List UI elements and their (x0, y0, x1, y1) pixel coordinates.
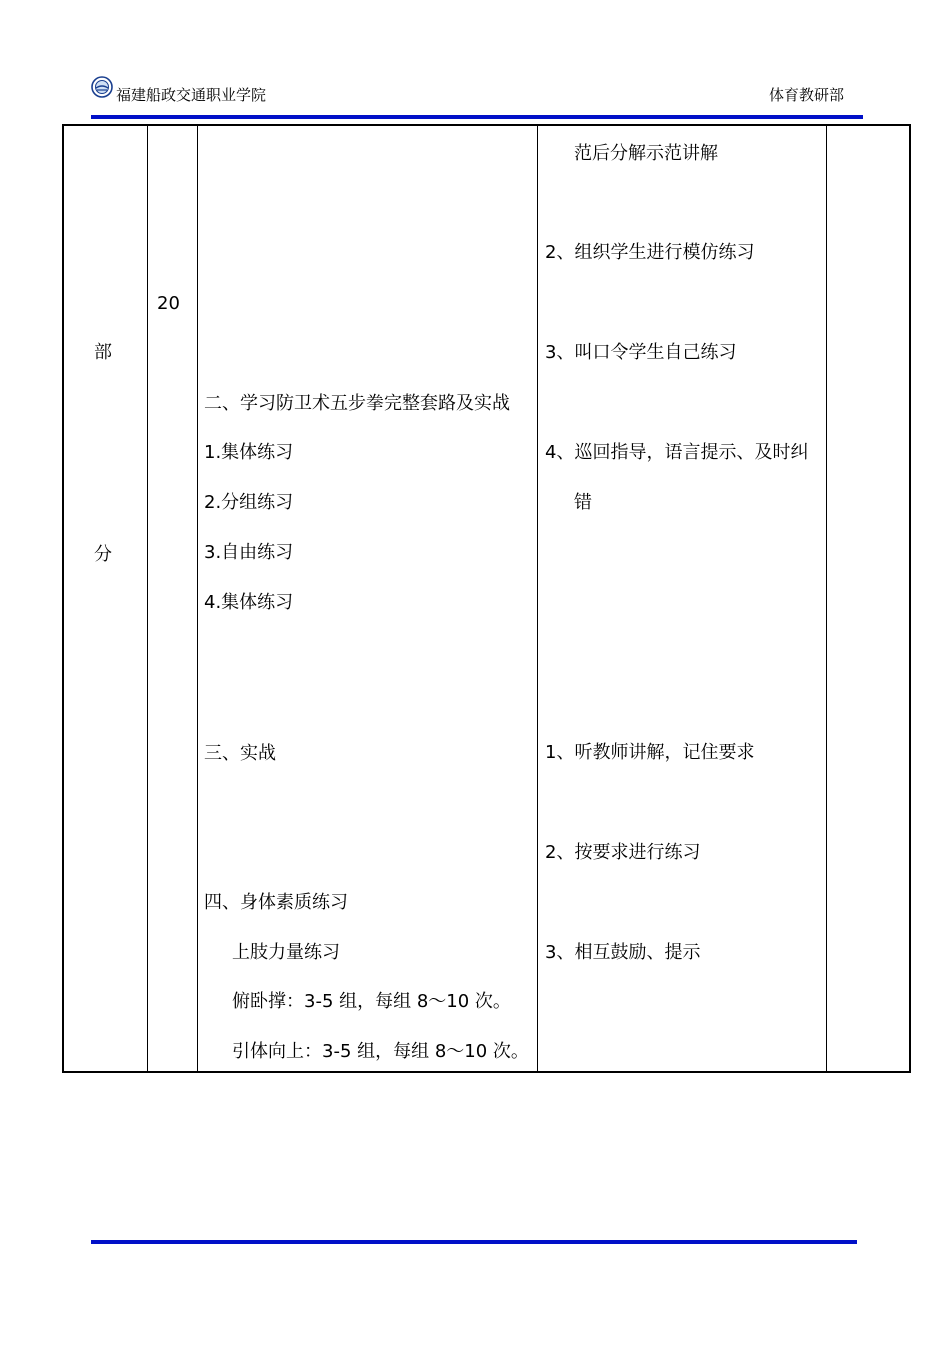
content-heading: 三、实战 (204, 743, 276, 764)
part-label-char: 部 (94, 342, 112, 363)
content-heading: 四、身体素质练习 (204, 892, 348, 913)
school-emblem-icon (91, 76, 113, 98)
content-item: 引体向上：3-5 组，每组 8～10 次。 (232, 1041, 529, 1062)
method-item: 1、听教师讲解，记住要求 (545, 742, 755, 763)
department-name: 体育教研部 (768, 86, 844, 104)
column-divider (537, 126, 538, 1071)
method-item: 2、按要求进行练习 (545, 842, 701, 863)
column-divider (147, 126, 148, 1071)
column-divider (826, 126, 827, 1071)
header-rule (91, 115, 863, 119)
content-item: 1.集体练习 (204, 442, 294, 463)
content-item: 上肢力量练习 (232, 942, 340, 963)
method-item: 2、组织学生进行模仿练习 (545, 242, 755, 263)
lesson-plan-table (62, 124, 911, 1073)
method-item: 3、相互鼓励、提示 (545, 942, 701, 963)
method-item: 4、巡回指导，语言提示、及时纠 (545, 442, 809, 463)
content-heading: 二、学习防卫术五步拳完整套路及实战 (204, 393, 510, 414)
method-item: 3、叫口令学生自己练习 (545, 342, 737, 363)
footer-rule (91, 1240, 857, 1244)
content-item: 2.分组练习 (204, 492, 294, 513)
column-divider (197, 126, 198, 1071)
content-item: 4.集体练习 (204, 592, 294, 613)
part-label-char: 分 (94, 544, 112, 565)
content-item: 3.自由练习 (204, 542, 294, 563)
method-item: 错 (574, 492, 592, 513)
school-name: 福建船政交通职业学院 (116, 86, 267, 104)
content-item: 俯卧撑：3-5 组，每组 8～10 次。 (232, 991, 511, 1012)
page-header (91, 76, 863, 116)
time-minutes: 20 (157, 293, 180, 314)
method-item: 范后分解示范讲解 (574, 143, 718, 164)
